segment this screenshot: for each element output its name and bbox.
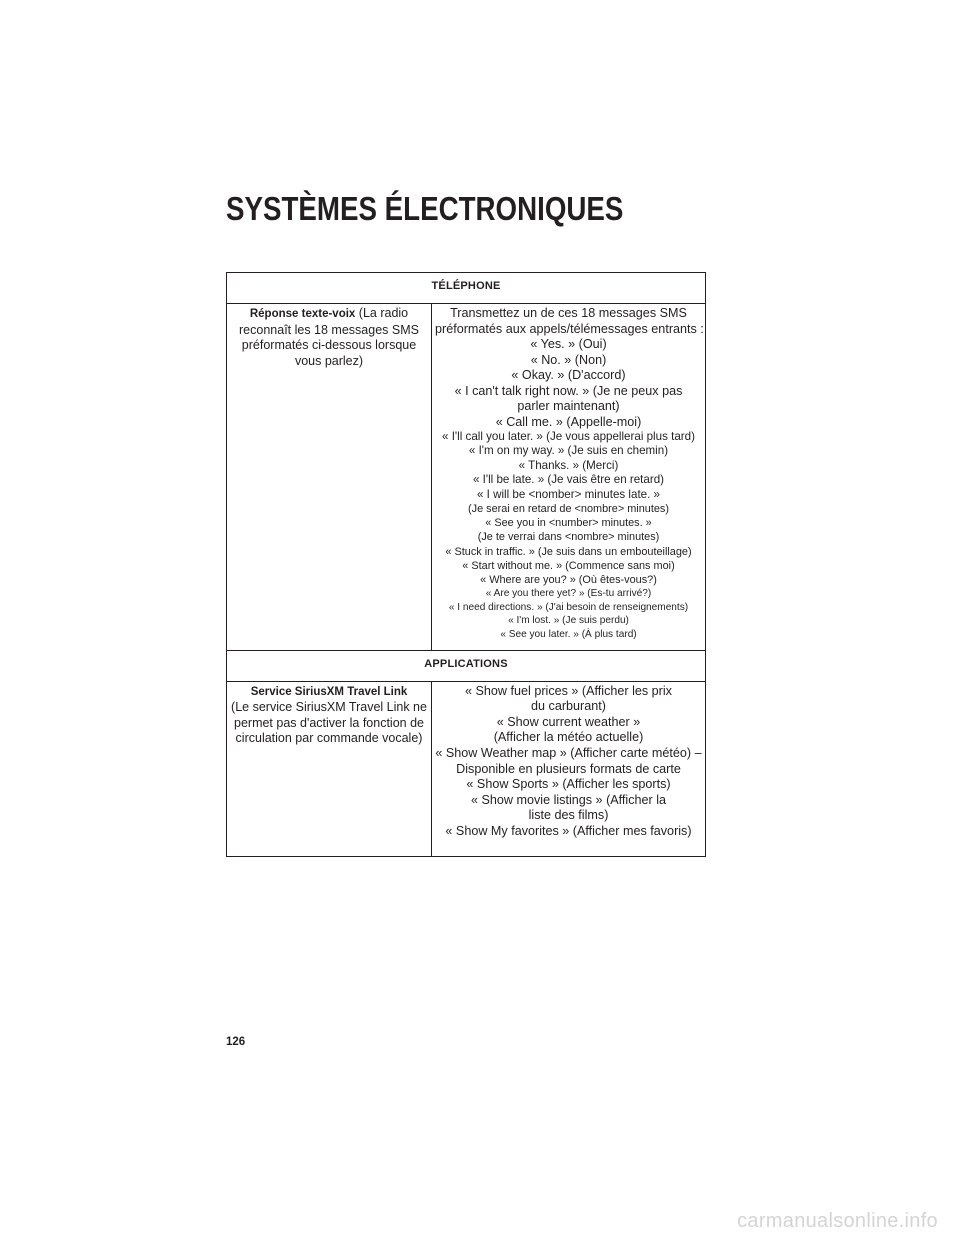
command-line: « Start without me. » (Commence sans moi) — [462, 559, 675, 572]
command-line: « I'm on my way. » (Je suis en chemin) — [468, 444, 669, 458]
command-line: « Okay. » (D'accord) — [511, 368, 626, 382]
applications-feature-desc: permet pas d'activer la fonction de — [234, 715, 424, 730]
telephone-commands-cell — [432, 304, 706, 651]
page-number: 126 — [226, 1036, 246, 1048]
command-line: (Afficher la météo actuelle) — [493, 730, 644, 745]
applications-feature-cell — [227, 681, 432, 856]
telephone-feature-desc: préformatés ci-dessous lorsque — [241, 338, 417, 352]
command-line: (Je serai en retard de <nombre> minutes) — [468, 503, 669, 516]
page-title: SYSTÈMES ÉLECTRONIQUES — [226, 190, 624, 227]
command-line: « Show Weather map » (Afficher carte météo) – — [435, 746, 702, 760]
voice-commands-table — [226, 272, 706, 857]
command-line: Disponible en plusieurs formats de carte — [456, 761, 681, 776]
applications-commands-cell — [432, 681, 706, 856]
telephone-feature-cell — [227, 304, 432, 651]
command-line: (Je te verrai dans <nombre> minutes) — [477, 531, 660, 544]
command-line: « Show movie listings » (Afficher la — [470, 792, 667, 807]
command-line: « Are you there yet? » (Es-tu arrivé?) — [485, 588, 652, 600]
command-line: Transmettez un de ces 18 messages SMS — [450, 306, 687, 320]
command-line: « Yes. » (Oui) — [530, 337, 607, 351]
command-line: liste des films) — [528, 808, 609, 823]
command-line: « Show Sports » (Afficher les sports) — [466, 777, 671, 792]
telephone-feature-desc: (La radio — [358, 306, 409, 320]
command-line: « I will be <nomber> minutes late. » — [476, 487, 661, 501]
applications-feature-desc: circulation par commande vocale) — [235, 731, 423, 746]
telephone-feature-desc: reconnaît les 18 messages SMS — [239, 322, 419, 337]
applications-feature-name: Service SiriusXM Travel Link — [250, 685, 408, 698]
command-line: du carburant) — [531, 699, 606, 714]
command-line: « Stuck in traffic. » (Je suis dans un embouteillage) — [445, 545, 692, 558]
command-line: « I'll call you later. » (Je vous appellerai plus tard) — [442, 430, 695, 443]
command-line: parler maintenant) — [517, 399, 620, 413]
command-line: « See you later. » (À plus tard) — [500, 629, 637, 641]
command-line: « I'm lost. » (Je suis perdu) — [508, 615, 629, 627]
command-line: « Call me. » (Appelle-moi) — [495, 414, 642, 429]
telephone-row — [227, 304, 706, 651]
command-line: « No. » (Non) — [530, 352, 607, 367]
command-line: « See you in <number> minutes. » — [485, 517, 652, 530]
telephone-section-header: TÉLÉPHONE — [227, 273, 706, 304]
command-line: « Thanks. » (Merci) — [518, 458, 619, 472]
command-line: « Show My favorites » (Afficher mes favoris) — [445, 823, 692, 838]
command-line: « Where are you? » (Où êtes-vous?) — [480, 574, 657, 587]
telephone-feature-desc: vous parlez) — [294, 353, 364, 368]
command-line: « I'll be late. » (Je vais être en retard) — [472, 473, 665, 487]
applications-feature-desc: (Le service SiriusXM Travel Link ne — [231, 700, 427, 715]
command-line: préformatés aux appels/télémessages entrants : — [435, 321, 704, 336]
command-line: « I can't talk right now. » (Je ne peux pas — [454, 383, 683, 398]
command-line: « Show current weather » — [496, 714, 641, 729]
command-line: « I need directions. » (J'ai besoin de renseignements) — [448, 601, 689, 613]
telephone-feature-name: Réponse texte-voix — [249, 308, 356, 320]
command-line: « Show fuel prices » (Afficher les prix — [465, 683, 672, 698]
applications-row — [227, 681, 706, 856]
telephone-section-header-row — [227, 273, 706, 304]
watermark: carmanualsonline.info — [737, 1210, 938, 1232]
applications-section-header: APPLICATIONS — [227, 650, 706, 681]
applications-section-header-row — [227, 650, 706, 681]
